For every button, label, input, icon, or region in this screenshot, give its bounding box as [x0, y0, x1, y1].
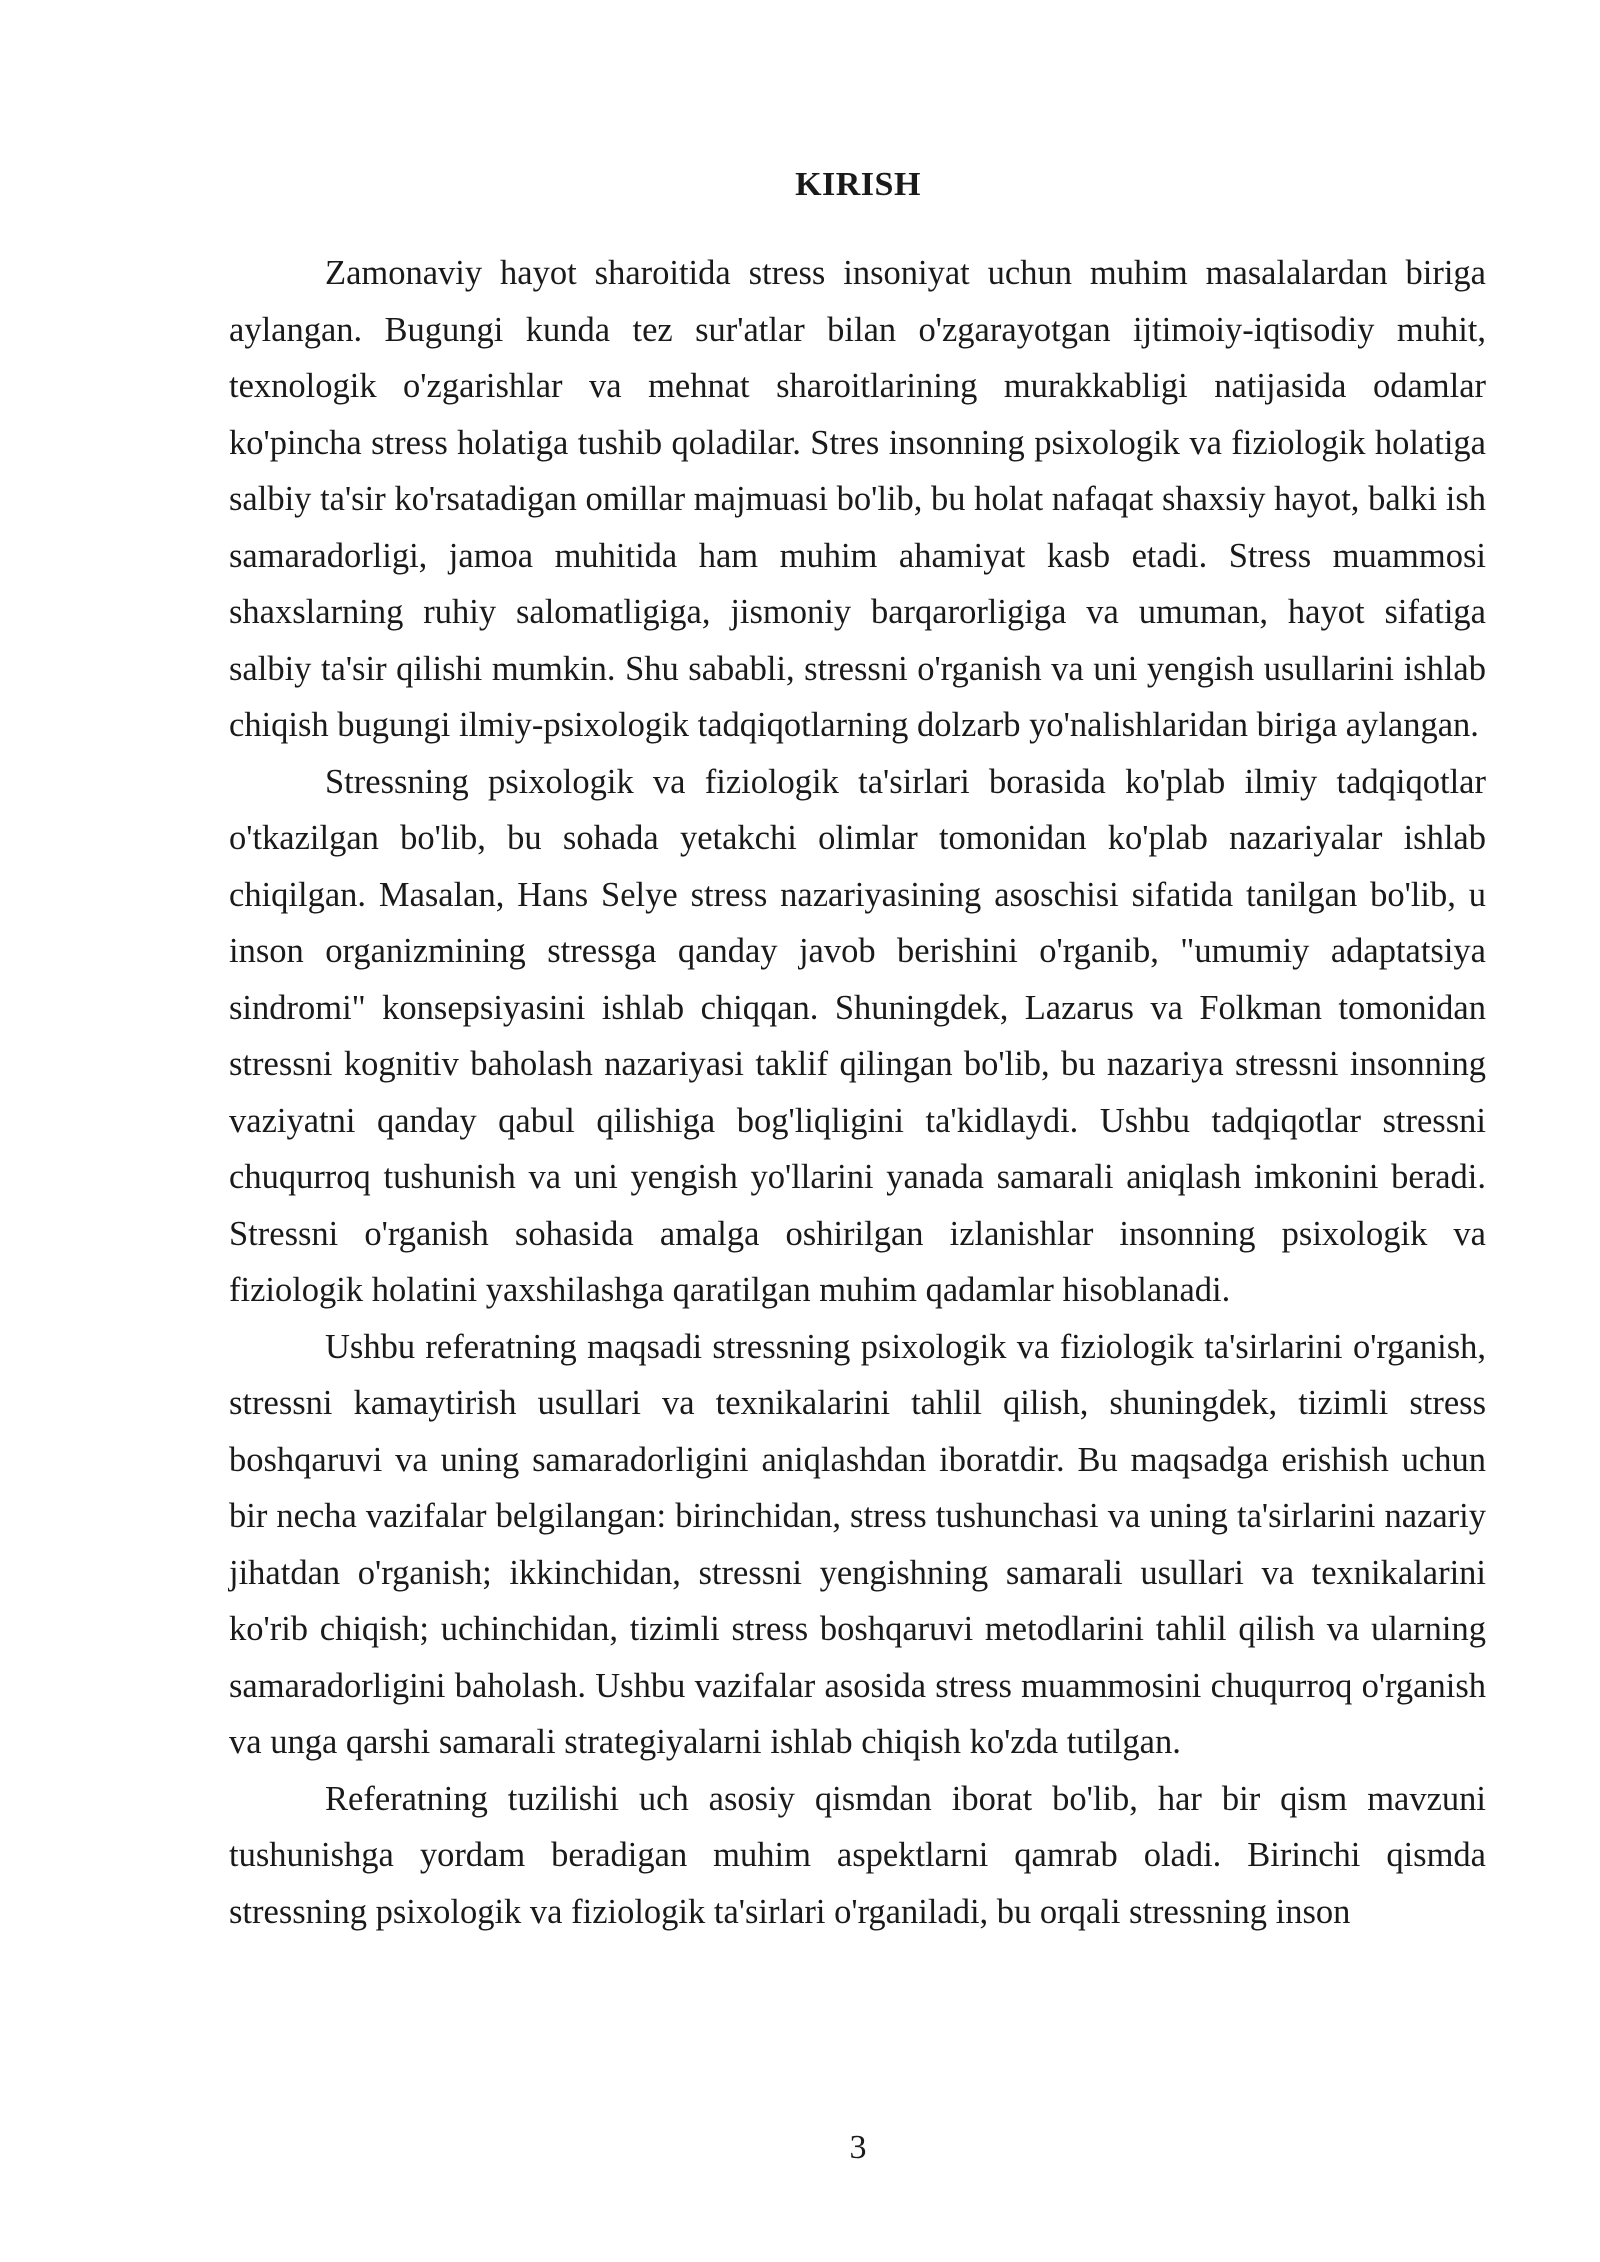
paragraph-4: Referatning tuzilishi uch asosiy qismdan iborat bo'lib, har bir qism mavzuni tushunishga yordam beradigan muhim aspektlarni qamrab oladi. Birinchi qismda stressning psixologik va fiziologik ta'sirlari o'rganiladi, bu orqali stressning inson: [229, 1779, 1486, 1931]
page-title: KIRISH: [795, 166, 921, 203]
page-number: 3: [849, 2129, 867, 2166]
paragraph-3: Ushbu referatning maqsadi stressning psixologik va fiziologik ta'sirlarini o'rganish, stressni kamaytirish usullari va texnikalarini tahlil qilish, shuningdek, tizimli stress boshqaruvi va uning samaradorligini aniqlashdan iboratdir. Bu maqsadga erishish uchun bir necha vazifalar belgilangan: birinchidan, stress tushunchasi va uning ta'sirlarini nazariy jihatdan o'rganish; ikkinchidan, stressni yengishning samarali usullari va texnikalarini ko'rib chiqish; uchinchidan, tizimli stress boshqaruvi metodlarini tahlil qilish va ularning samaradorligini baholash. Ushbu vazifalar asosida stress muammosini chuqurroq o'rganish va unga qarshi samarali strategiyalarni ishlab chiqish ko'zda tutilgan.: [229, 1327, 1486, 1761]
paragraph-2: Stressning psixologik va fiziologik ta'sirlari borasida ko'plab ilmiy tadqiqotlar o'tkazilgan bo'lib, bu sohada yetakchi olimlar tomonidan ko'plab nazariyalar ishlab chiqilgan. Masalan, Hans Selye stress nazariyasining asoschisi sifatida tanilgan bo'lib, u inson organizmining stressga qanday javob berishini o'rganib, "umumiy adaptatsiya sindromi" konsepsiyasini ishlab chiqqan. Shuningdek, Lazarus va Folkman tomonidan stressni kognitiv baholash nazariyasi taklif qilingan bo'lib, bu nazariya stressni insonning vaziyatni qanday qabul qilishiga bog'liqligini ta'kidlaydi. Ushbu tadqiqotlar stressni chuqurroq tushunish va uni yengish yo'llarini yanada samarali aniqlash imkonini beradi. Stressni o'rganish sohasida amalga oshirilgan izlanishlar insonning psixologik va fiziologik holatini yaxshilashga qaratilgan muhim qadamlar hisoblanadi.: [229, 762, 1486, 1309]
paragraph-1: Zamonaviy hayot sharoitida stress insoniyat uchun muhim masalalardan biriga aylangan. Bugungi kunda tez sur'atlar bilan o'zgarayotgan ijtimoiy-iqtisodiy muhit, texnologik o'zgarishlar va mehnat sharoitlarining murakkabligi natijasida odamlar ko'pincha stress holatiga tushib qoladilar. Stres insonning psixologik va fiziologik holatiga salbiy ta'sir ko'rsatadigan omillar majmuasi bo'lib, bu holat nafaqat shaxsiy hayot, balki ish samaradorligi, jamoa muhitida ham muhim ahamiyat kasb etadi. Stress muammosi shaxslarning ruhiy salomatligiga, jismoniy barqarorligiga va umuman, hayot sifatiga salbiy ta'sir qilishi mumkin. Shu sababli, stressni o'rganish va uni yengish usullarini ishlab chiqish bugungi ilmiy-psixologik tadqiqotlarning dolzarb yo'nalishlaridan biriga aylangan.: [229, 254, 1486, 744]
body-text: [229, 245, 1486, 1940]
